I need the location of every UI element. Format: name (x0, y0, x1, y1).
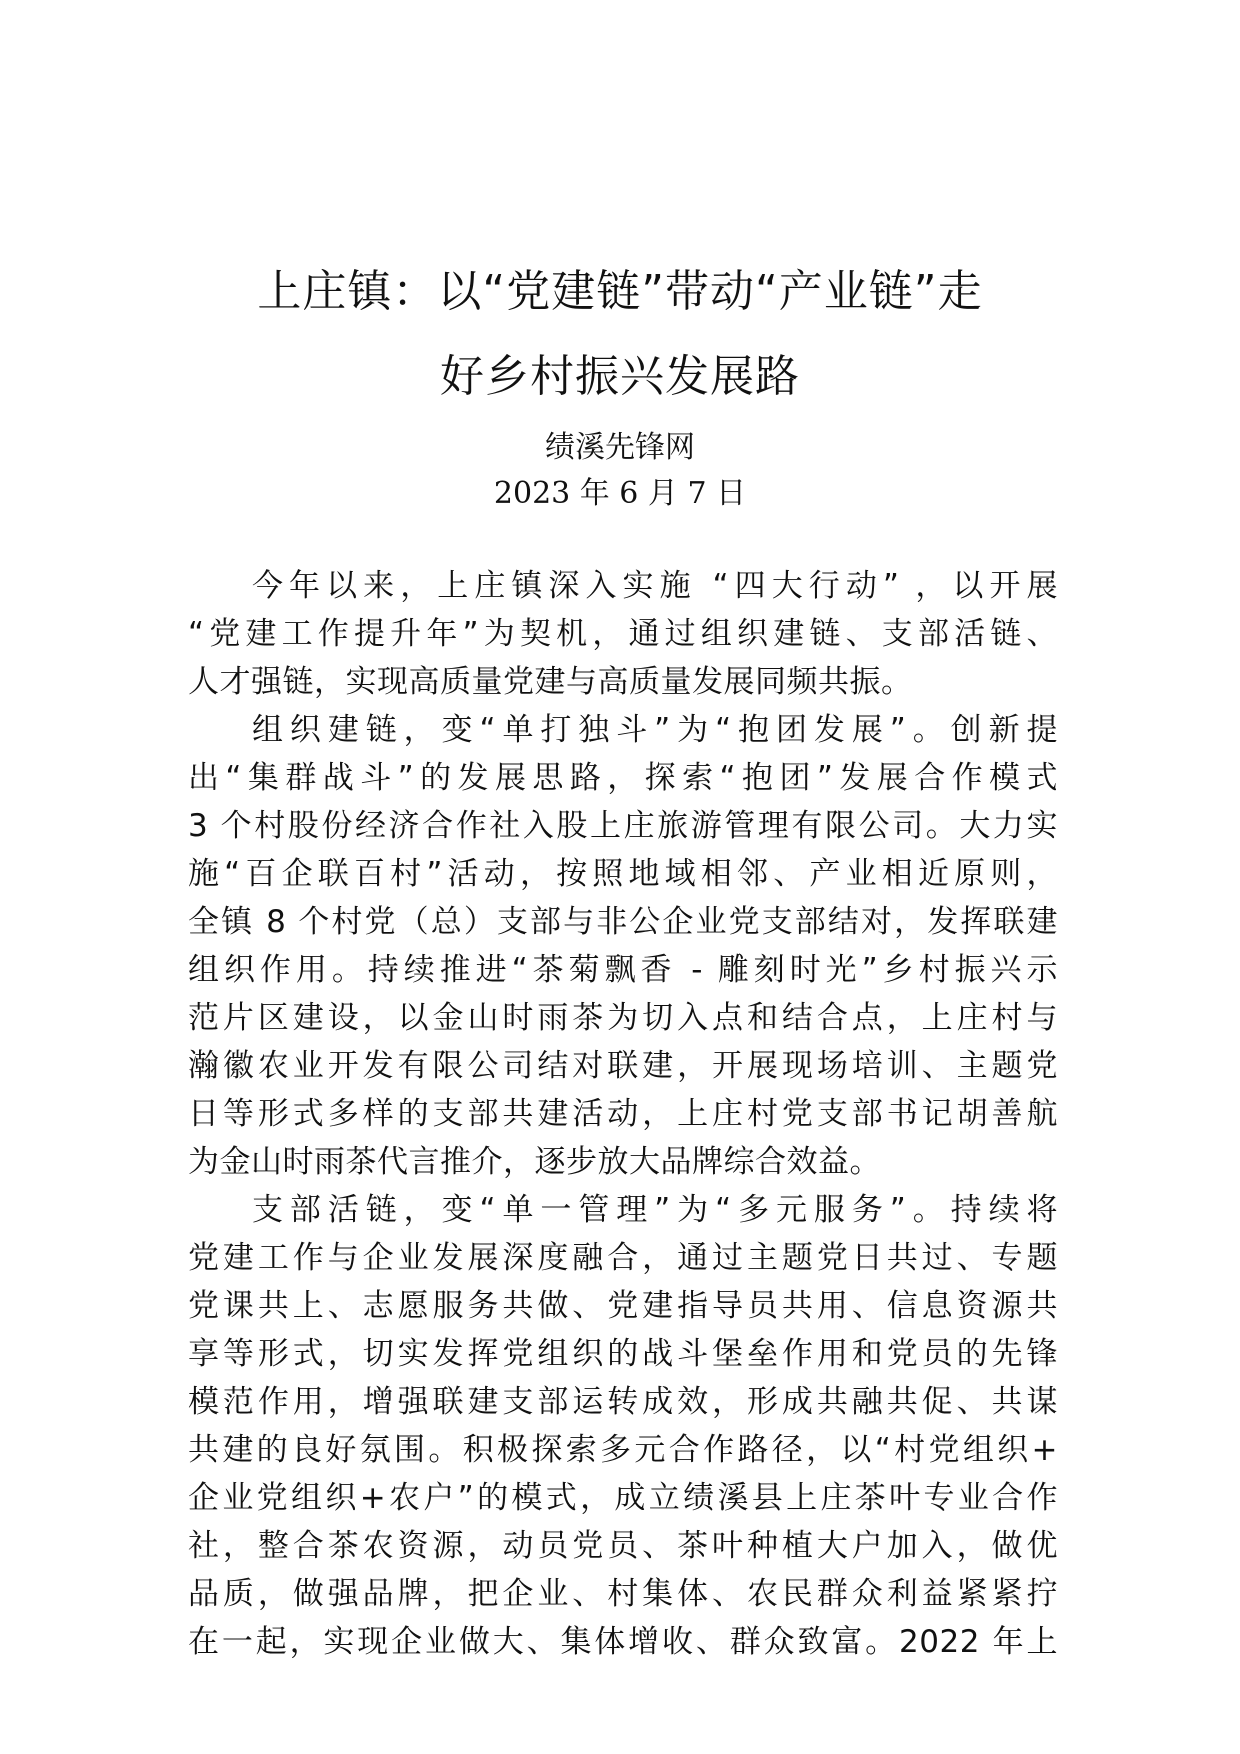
paragraph-line: 党建工作与企业发展深度融合，通过主题党日共过、专题 (188, 1240, 1058, 1276)
paragraph-line: 社，整合茶农资源，动员党员、茶叶种植大户加入，做优 (188, 1528, 1058, 1564)
paragraph-line: 模范作用，增强联建支部运转成效，形成共融共促、共谋 (188, 1384, 1058, 1420)
article-date: 2023 年 6 月 7 日 (493, 476, 747, 511)
paragraph-line: 瀚徽农业开发有限公司结对联建，开展现场培训、主题党 (188, 1048, 1058, 1084)
paragraph-line: 出“集群战斗”的发展思路，探索“抱团”发展合作模式 (188, 760, 1058, 796)
article-title-line-1: 上庄镇：以“党建链”带动“产业链”走 (257, 266, 983, 317)
paragraph-line: 今年以来，上庄镇深入实施 “四大行动” ，以开展 (252, 568, 1058, 604)
paragraph (188, 706, 1058, 1186)
paragraph-line: 品质，做强品牌，把企业、村集体、农民群众利益紧紧拧 (188, 1576, 1058, 1612)
paragraph (188, 562, 1058, 706)
paragraph-line: 施“百企联百村”活动，按照地域相邻、产业相近原则， (188, 856, 1058, 892)
paragraph-line: 在一起，实现企业做大、集体增收、群众致富。2022 年上 (188, 1624, 1058, 1660)
article-source: 绩溪先锋网 (545, 430, 695, 465)
paragraph-line: 企业党组织+农户”的模式，成立绩溪县上庄茶叶专业合作 (188, 1480, 1058, 1516)
paragraph-line: 3 个村股份经济合作社入股上庄旅游管理有限公司。大力实 (188, 808, 1058, 844)
article-body (188, 562, 1058, 1666)
paragraph-line: 全镇 8 个村党（总）支部与非公企业党支部结对，发挥联建 (188, 904, 1058, 940)
paragraph-line: “党建工作提升年”为契机，通过组织建链、支部活链、 (188, 616, 1058, 652)
paragraph-line: 共建的良好氛围。积极探索多元合作路径，以“村党组织+ (188, 1432, 1058, 1468)
paragraph (188, 1186, 1058, 1666)
paragraph-line: 为金山时雨茶代言推介，逐步放大品牌综合效益。 (188, 1144, 881, 1180)
paragraph-line: 日等形式多样的支部共建活动，上庄村党支部书记胡善航 (188, 1096, 1058, 1132)
paragraph-line: 人才强链，实现高质量党建与高质量发展同频共振。 (188, 664, 913, 700)
paragraph-line: 享等形式，切实发挥党组织的战斗堡垒作用和党员的先锋 (188, 1336, 1058, 1372)
paragraph-line: 支部活链，变“单一管理”为“多元服务”。持续将 (252, 1192, 1058, 1228)
paragraph-line: 组织作用。持续推进“茶菊飘香 - 雕刻时光”乡村振兴示 (188, 952, 1058, 988)
paragraph-line: 党课共上、志愿服务共做、党建指导员共用、信息资源共 (188, 1288, 1058, 1324)
article-title-line-2: 好乡村振兴发展路 (440, 351, 800, 402)
paragraph-line: 组织建链，变“单打独斗”为“抱团发展”。创新提 (252, 712, 1058, 748)
paragraph-line: 范片区建设，以金山时雨茶为切入点和结合点，上庄村与 (188, 1000, 1058, 1036)
